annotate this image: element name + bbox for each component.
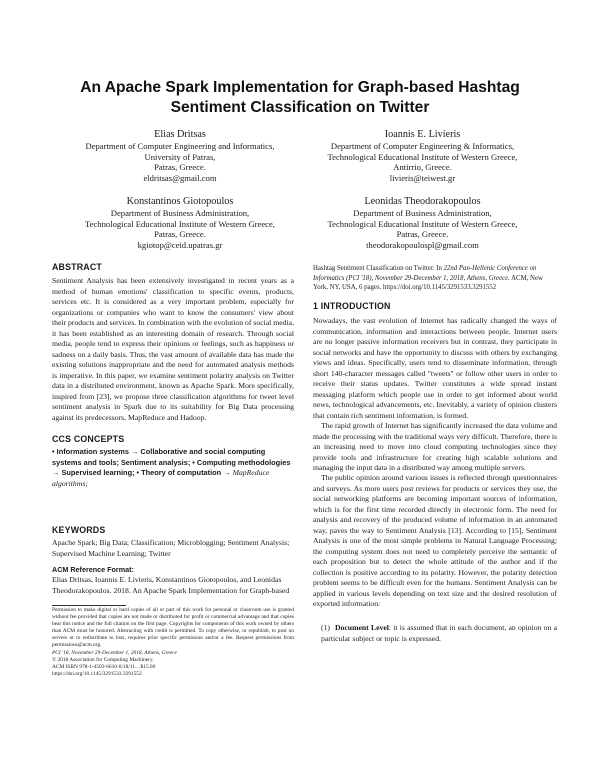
paper-title [40,78,560,118]
ccs-concept: • Information systems → Collaborative and social computing systems and tools; [52,447,266,467]
intro-paragraph-3: The public opinion around various issues is reflected through questionnaires and surveys. As more users post reviews for products or services they use, the social networking platforms are becoming important sources of information, which is for the first time recorded directly in electronic form. The need for analysis and recovery of the produced volume of information in an automated way, paves the way to Sentiment Analysis [13]. According to [15], Sentiment Analysis is one of the most simple problems in Natural Language Processing; the computing system does not need to completely perceive the semantic of each proposition but to detect the whole attitude of the author and if the collection is positive according to its polarity. However, the polarity detection problem seems to be difficult even for the humans. Sentiment Analysis can be applied in various levels depending on text size and the desired resolution of exported information: [313,473,557,608]
footnote-rule [52,605,126,606]
author-affiliation: Department of Business Administration, [110,208,250,218]
abstract-heading: ABSTRACT [52,262,102,272]
permission-text: Permission to make digital or hard copies of all or part of this work for personal or classroom use is granted without fee provided that copies are not made or distributed for profit or commercial advantage and that copies bear this notice and the full citation on the first page. Copyrights for components of this work owned by others than ACM must be honored. Abstracting with credit is permitted. To copy otherwise, or republish, to post on servers or to redistribute to lists, requires prior specific permission and/or a fee. Request permissions from permissions@acm.org. [52,607,294,649]
isbn-line: ACM ISBN 978-1-4503-6610-6/18/11…$15.00 [52,663,156,670]
reference-format-heading: ACM Reference Format: [52,565,134,574]
author-affiliation: Department of Business Administration, [353,208,492,218]
keywords-heading: KEYWORDS [52,525,106,535]
author-location: Antirrio, Greece. [393,162,452,172]
list-number: (1) [321,623,330,632]
citation-part[interactable]: ACM, New York, NY, USA, 6 pages. https://doi.org/10.1145/3291533.3291552 [313,274,543,292]
author-block-3 [60,195,300,250]
ccs-concept-item: MapReduce algorithms; [52,468,270,488]
ccs-concept: • Computing methodologies → Supervised learning; [52,457,291,477]
list-item-text: : it is assumed that in each document, an opinion on a particular subject or topic is expressed. [321,623,557,643]
list-item-term: Document Level [335,623,389,632]
permission-notice [52,607,294,678]
author-location: Patras, Greece. [396,229,449,239]
abstract-text: Sentiment Analysis has been extensively investigated in recent years as a method of human emotions' classification to specific events, products, services etc. It is considered as a very important problem, especially for organizations or companies who want to know the consumers' view about their products and services. In combination with the evolution of social media, it has been established as an interesting domain of research. Through social media, people tend to express their opinions or feelings, such as happiness or sadness on a daily basis. Thus, the vast amount of available data has made the existing solutions inappropriate and the need for automated analysis methods is imperative. In this paper, we examine sentiment polarity analysis on Twitter data in a distributed environment, known as Apache Spark. More specifically, inspired from [23], we propose three classification algorithms for tweet level sentiment analysis in Spark due to its suitability for Big Data processing against its predecessors, MapReduce and Hadoop. [52,276,294,422]
title-line-2: Sentiment Classification on Twitter [170,99,430,116]
citation-venue: 22nd Pan-Hellenic Conference on Informatics (PCI '18), November 29-December 1, 2018, Athens, Greece. [313,265,537,282]
author-name: Ioannis E. Livieris [384,129,461,140]
author-email: livieris@teiwest.gr [389,172,456,183]
doi-line[interactable]: https://doi.org/10.1145/3291533.3291552 [52,670,142,677]
author-affiliation: Technological Educational Institute of Western Greece, [327,151,518,162]
author-affiliation: Technological Educational Institute of Western Greece, [327,218,518,229]
author-email: eldritsas@gmail.com [143,172,217,183]
author-affiliation: Department of Computer Engineering & Informatics, [330,141,515,151]
ccs-heading: CCS CONCEPTS [52,434,125,444]
author-email: theodorakopoulospl@gmail.com [366,239,479,250]
author-block-1 [60,128,300,183]
ccs-concept: Sentiment analysis; [120,457,191,467]
author-affiliation: Department of Computer Engineering and Informatics, [85,141,275,151]
author-name: Leonidas Theodorakopoulos [364,196,481,207]
copyright-line: © 2018 Association for Computing Machinery. [52,656,154,663]
author-block-2 [300,128,545,183]
citation-part: Hashtag Sentiment Classification on Twitter. In [313,265,444,272]
keywords-text: Apache Spark; Big Data; Classification; Microblogging; Sentiment Analysis; Supervised Machine Learning; Twitter [52,538,290,558]
intro-heading: 1 INTRODUCTION [313,301,391,311]
intro-paragraph-1: Nowadays, the vast evolution of Internet has radically changed the ways of communication, information and interactions between people. Internet users are no longer passive information receivers but in contrast, they participate in social networks and have the opportunity to discuss with others by exchanging views and ideas. Specifically, users tend to disseminate information, through short 140-character messages called "tweets" or follow other users in order to receive their status updates. Twitter constitutes a wide spread instant messaging platform which people use in order to get informed about world news, technological advancements, etc. Inevitably, a variety of opinion clusters that contain rich sentiment information, is formed. [313,316,557,420]
author-name: Elias Dritsas [154,129,206,140]
author-affiliation: University of Patras, [144,151,216,162]
citation-continued [313,264,557,293]
reference-format-text: Elias Dritsas, Ioannis E. Livieris, Konstantinos Giotopoulos, and Leonidas Theodorakopoulos. 2018. An Apache Spark Implementation for Graph-based [52,575,290,595]
author-affiliation: Technological Educational Institute of Western Greece, [85,218,275,229]
author-location: Patras, Greece. [154,162,206,172]
conference-line: PCI '18, November 29-December 1, 2018, Athens, Greece [52,649,177,656]
intro-paragraph-2: The rapid growth of Internet has significantly increased the data volume and made the processing with the traditional ways very difficult. Therefore, there is an increasing need to move into cloud computing technologies since they provide tools and infrastructure for creating high scalable solutions and managing the input data in a distributed way among multiple servers. [313,421,557,472]
author-location: Patras, Greece. [154,229,206,239]
author-block-4 [300,195,545,250]
author-email: kgiotop@ceid.upatras.gr [137,239,223,250]
ccs-concept: • Theory of computation → [136,468,231,477]
level-list-item [321,623,557,644]
ccs-concepts [52,447,294,489]
author-name: Konstantinos Giotopoulos [126,196,234,207]
title-line-1: An Apache Spark Implementation for Graph-based Hashtag [80,79,520,96]
